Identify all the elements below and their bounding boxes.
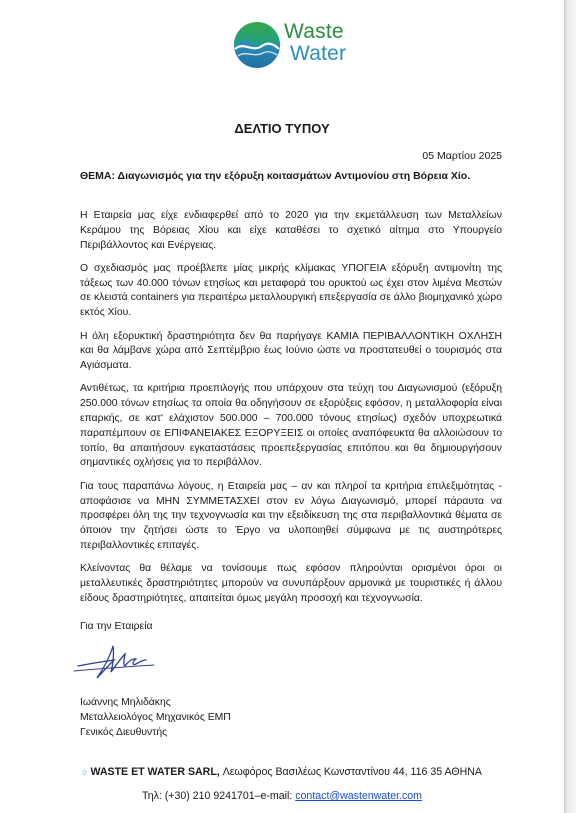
paragraph: Κλείνοντας θα θέλαμε να τονίσουμε πως εφόσον πληρούνται ορισμένοι όροι οι μεταλλευτικές δραστηριότητες μπορούν να συνυπάρξουν αρμονικά με τουριστικές ή άλλου είδους δραστηριότητες, απαιτείται όμως μεγάλη προσοχή και τεχνογνωσία.	[80, 563, 502, 604]
document-body	[80, 209, 502, 615]
footer-address-text: Λεωφόρος Βασιλέως Κωνσταντίνου 44, 116 35 ΑΘΗΝΑ	[222, 766, 482, 778]
signer-role: Μεταλλειολόγος Μηχανικός ΕΜΠ	[80, 712, 231, 723]
paragraph: Ο σχεδιασμός μας προέβλεπε μίας μικρής κλίμακας ΥΠΟΓΕΙΑ εξόρυξη αντιμονίτη της τάξεως των 40.000 τόνων ετησίως και μεταφορά του ορυκτού ως έχει στον λιμένα Μεστών σε κλειστά containers για περαιτέρω μεταλλουργική επεξεργασία σε άλλο βιομηχανικό χώρο εκτός Χίου.	[80, 262, 502, 319]
handwritten-signature-icon	[70, 640, 160, 689]
paragraph: Η όλη εξορυκτική δραστηριότητα δεν θα παρήγαγε ΚΑΜΙΑ ΠΕΡΙΒΑΛΛΟΝΤΙΚΗ ΟΧΛΗΣΗ και θα λάμβανε χώρα από Σεπτέμβριο έως Ιούνιο ώστε να προστατευθεί ο τουρισμός στα Αγιάσματα.	[80, 330, 502, 372]
logo-text-water: Water	[290, 42, 347, 65]
closing-line: Για την Εταιρεία	[80, 621, 153, 632]
email-link[interactable]: contact@wastenwater.com	[295, 790, 422, 802]
page-title: ΔΕΛΤΙΟ ΤΥΠΟΥ	[234, 121, 330, 136]
footer-company: WASTE ET WATER SARL,	[90, 766, 220, 778]
signer-name: Ιωάννης Μηλιδάκης	[80, 697, 171, 708]
signer-position: Γενικός Διευθυντής	[80, 727, 168, 738]
bullet-icon: ○	[82, 767, 88, 777]
footer-address	[0, 766, 564, 778]
paragraph: Για τους παραπάνω λόγους, η Εταιρεία μας – αν και πληροί τα κριτήρια επιλεξιμότητας - αποφάσισε να ΜΗΝ ΣΥΜΜΕΤΑΣΧΕΙ στον εν λόγω Διαγωνισμό, μπορεί πάραυτα να προσφέρει όλη της την τεχνογνωσία και την εξειδίκευση της στα περιβαλλοντικά θέματα σε όποιον την ζητήσει ώστε το Έργο να υλοποιηθεί σύμφωνα με τις αυστηρότερες περιβαλλοντικές επιταγές.	[80, 480, 502, 551]
page-shadow	[564, 0, 576, 813]
company-logo	[232, 18, 352, 70]
document-subject: ΘΕΜΑ: Διαγωνισμός για την εξόρυξη κοιτασμάτων Αντιμονίου στη Βόρεια Χίο.	[80, 170, 471, 182]
document-date: 05 Μαρτίου 2025	[422, 150, 502, 162]
footer-phone: Τηλ: (+30) 210 9241701–e-mail:	[142, 790, 296, 802]
globe-wave-logo-icon	[232, 20, 282, 70]
signer-block	[80, 695, 231, 740]
paragraph: Η Εταιρεία μας είχε ενδιαφερθεί από το 2020 για την εκμετάλλευση των Μεταλλείων Κεράμου της Βόρειας Χίου και είχε καταθέσει το σχετικό αίτημα στο Υπουργείο Περιβάλλοντος και Ενέργειας.	[80, 210, 502, 251]
paragraph: Αντιθέτως, τα κριτήρια προεπιλογής που υπάρχουν στα τεύχη του Διαγωνισμού (εξόρυξη 250.000 τόνων ετησίως τα οποία θα οδηγήσουν σε εξορύξεις εφόσον, η μεταλλοφορία είναι επαρκής, σε κατ' ελάχιστον 500.000 – 700.000 τόνους ετησίως) σχεδόν υποχρεωτικά παραπέμπουν σε ΕΠΙΦΑΝΕΙΑΚΕΣ ΕΞΟΡΥΞΕΙΣ οι οποίες αναπόφευκτα θα αλλοιώσουν το τοπίο, θα απαιτήσουν εγκαταστάσεις προεπεξεργασίας επιτόπου και θα δημιουργήσουν σημαντικές οχλήσεις για το περιβάλλον.	[80, 383, 502, 469]
footer-contact	[0, 790, 564, 802]
logo-text-waste: Waste	[284, 20, 344, 43]
